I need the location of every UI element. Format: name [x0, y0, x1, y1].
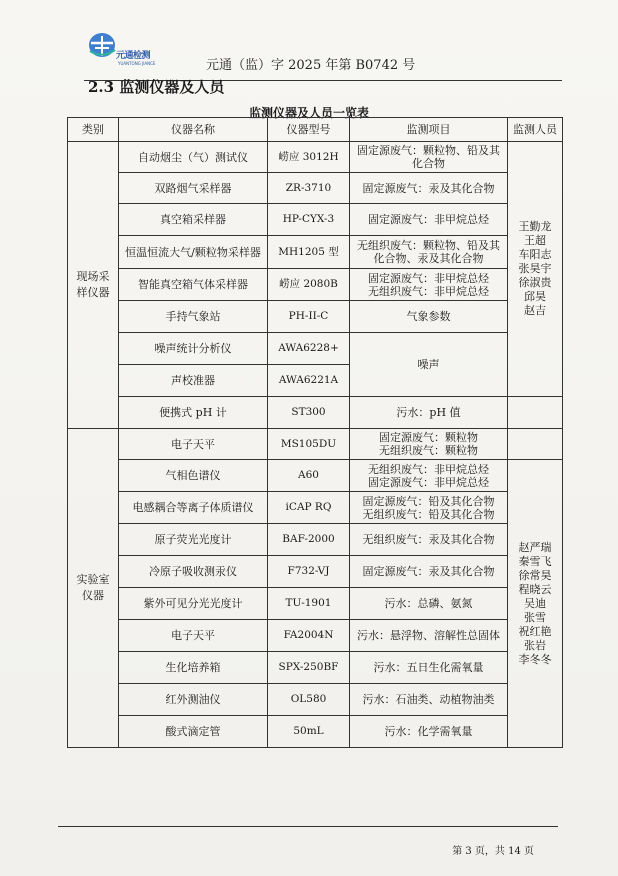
instrument-model: PH-II-C [268, 301, 350, 333]
monitoring-item: 污水：化学需氧量 [350, 716, 508, 748]
table-row [68, 684, 563, 716]
table-row [68, 301, 563, 333]
instrument-name: 紫外可见分光光度计 [119, 588, 268, 620]
instrument-name: 电感耦合等离子体质谱仪 [119, 492, 268, 524]
instrument-model: A60 [268, 460, 350, 492]
monitoring-item: 污水：石油类、动植物油类 [350, 684, 508, 716]
instrument-model: ZR-3710 [268, 173, 350, 204]
instrument-name: 真空箱采样器 [119, 204, 268, 236]
table-row [68, 269, 563, 301]
instrument-name: 红外测油仪 [119, 684, 268, 716]
instrument-table [67, 117, 563, 748]
monitoring-item: 固定源废气：汞及其化合物 [350, 173, 508, 204]
table-row [68, 620, 563, 652]
header-personnel: 监测人员 [508, 118, 563, 142]
monitoring-item: 固定源废气：汞及其化合物 [350, 556, 508, 588]
table-row [68, 460, 563, 492]
monitoring-item: 固定源废气：颗粒物、铅及其化合物 [350, 142, 508, 173]
section-title: 2.3 监测仪器及人员 [88, 78, 225, 96]
monitoring-item: 固定源废气：铅及其化合物 无组织废气：铅及其化合物 [350, 492, 508, 524]
instrument-name: 噪声统计分析仪 [119, 333, 268, 365]
instrument-model: MH1205 型 [268, 236, 350, 269]
instrument-model: FA2004N [268, 620, 350, 652]
monitoring-item: 固定源废气：非甲烷总烃 [350, 204, 508, 236]
instrument-name: 冷原子吸收测汞仪 [119, 556, 268, 588]
instrument-model: 崂应 3012H [268, 142, 350, 173]
logo-chinese-text: 元通检测 [116, 51, 151, 61]
instrument-model: HP-CYX-3 [268, 204, 350, 236]
report-number: 元通（监）字 2025 年第 B0742 号 [206, 58, 416, 73]
instrument-model: iCAP RQ [268, 492, 350, 524]
category-cell: 实验室 仪器 [68, 429, 119, 748]
monitoring-item: 无组织废气：非甲烷总烃 固定源废气：非甲烷总烃 [350, 460, 508, 492]
footer-divider [58, 826, 558, 827]
instrument-model: TU-1901 [268, 588, 350, 620]
instrument-model: AWA6221A [268, 365, 350, 397]
instrument-model: SPX-250BF [268, 652, 350, 684]
personnel-empty-cell [508, 397, 563, 429]
header-model: 仪器型号 [268, 118, 350, 142]
instrument-model: 50mL [268, 716, 350, 748]
instrument-model: 崂应 2080B [268, 269, 350, 301]
instrument-name: 恒温恒流大气/颗粒物采样器 [119, 236, 268, 269]
table-row [68, 429, 563, 460]
table-row [68, 236, 563, 269]
instrument-name: 原子荧光光度计 [119, 524, 268, 556]
table-row [68, 588, 563, 620]
instrument-name: 电子天平 [119, 620, 268, 652]
instrument-model: ST300 [268, 397, 350, 429]
instrument-name: 手持气象站 [119, 301, 268, 333]
personnel-cell: 赵严瑞 秦雪飞 徐常昊 程晓云 吴迪 张雪 祝红艳 张岩 李冬冬 [508, 460, 563, 748]
instrument-name: 电子天平 [119, 429, 268, 460]
table-row [68, 142, 563, 173]
table-header-row [68, 118, 563, 142]
header-instrument-name: 仪器名称 [119, 118, 268, 142]
table-row [68, 333, 563, 365]
monitoring-item: 噪声 [350, 333, 508, 397]
instrument-name: 声校准器 [119, 365, 268, 397]
table-row [68, 652, 563, 684]
personnel-cell: 王勤龙 王超 车阳志 张昊宇 徐淑贵 邱昊 赵吉 [508, 142, 563, 397]
instrument-name: 双路烟气采样器 [119, 173, 268, 204]
monitoring-item: 固定源废气：非甲烷总烃 无组织废气：非甲烷总烃 [350, 269, 508, 301]
instrument-model: F732-VJ [268, 556, 350, 588]
instrument-name: 便携式 pH 计 [119, 397, 268, 429]
instrument-name: 生化培养箱 [119, 652, 268, 684]
table-row [68, 524, 563, 556]
personnel-empty-cell [508, 429, 563, 460]
category-cell: 现场采 样仪器 [68, 142, 119, 429]
instrument-model: BAF-2000 [268, 524, 350, 556]
page-number: 第 3 页，共 14 页 [452, 846, 534, 857]
table-row [68, 492, 563, 524]
monitoring-item: 气象参数 [350, 301, 508, 333]
table-row [68, 716, 563, 748]
instrument-name: 智能真空箱气体采样器 [119, 269, 268, 301]
monitoring-item: 固定源废气：颗粒物 无组织废气：颗粒物 [350, 429, 508, 460]
monitoring-item: 污水：悬浮物、溶解性总固体 [350, 620, 508, 652]
company-logo [88, 30, 198, 70]
table-row [68, 204, 563, 236]
instrument-model: MS105DU [268, 429, 350, 460]
table-row [68, 173, 563, 204]
table-row [68, 397, 563, 429]
monitoring-item: 无组织废气：汞及其化合物 [350, 524, 508, 556]
table-row [68, 556, 563, 588]
instrument-model: AWA6228+ [268, 333, 350, 365]
logo-english-text: YUANTONG JIANCE [118, 61, 156, 66]
monitoring-item: 污水：五日生化需氧量 [350, 652, 508, 684]
monitoring-item: 污水：总磷、氨氮 [350, 588, 508, 620]
instrument-name: 气相色谱仪 [119, 460, 268, 492]
instrument-name: 酸式滴定管 [119, 716, 268, 748]
header-monitoring-item: 监测项目 [350, 118, 508, 142]
table-title: 监测仪器及人员一览表 [248, 106, 369, 120]
monitoring-item: 无组织废气：颗粒物、铅及其化合物、汞及其化合物 [350, 236, 508, 269]
instrument-name: 自动烟尘（气）测试仪 [119, 142, 268, 173]
instrument-model: OL580 [268, 684, 350, 716]
header-category: 类别 [68, 118, 119, 142]
monitoring-item: 污水：pH 值 [350, 397, 508, 429]
